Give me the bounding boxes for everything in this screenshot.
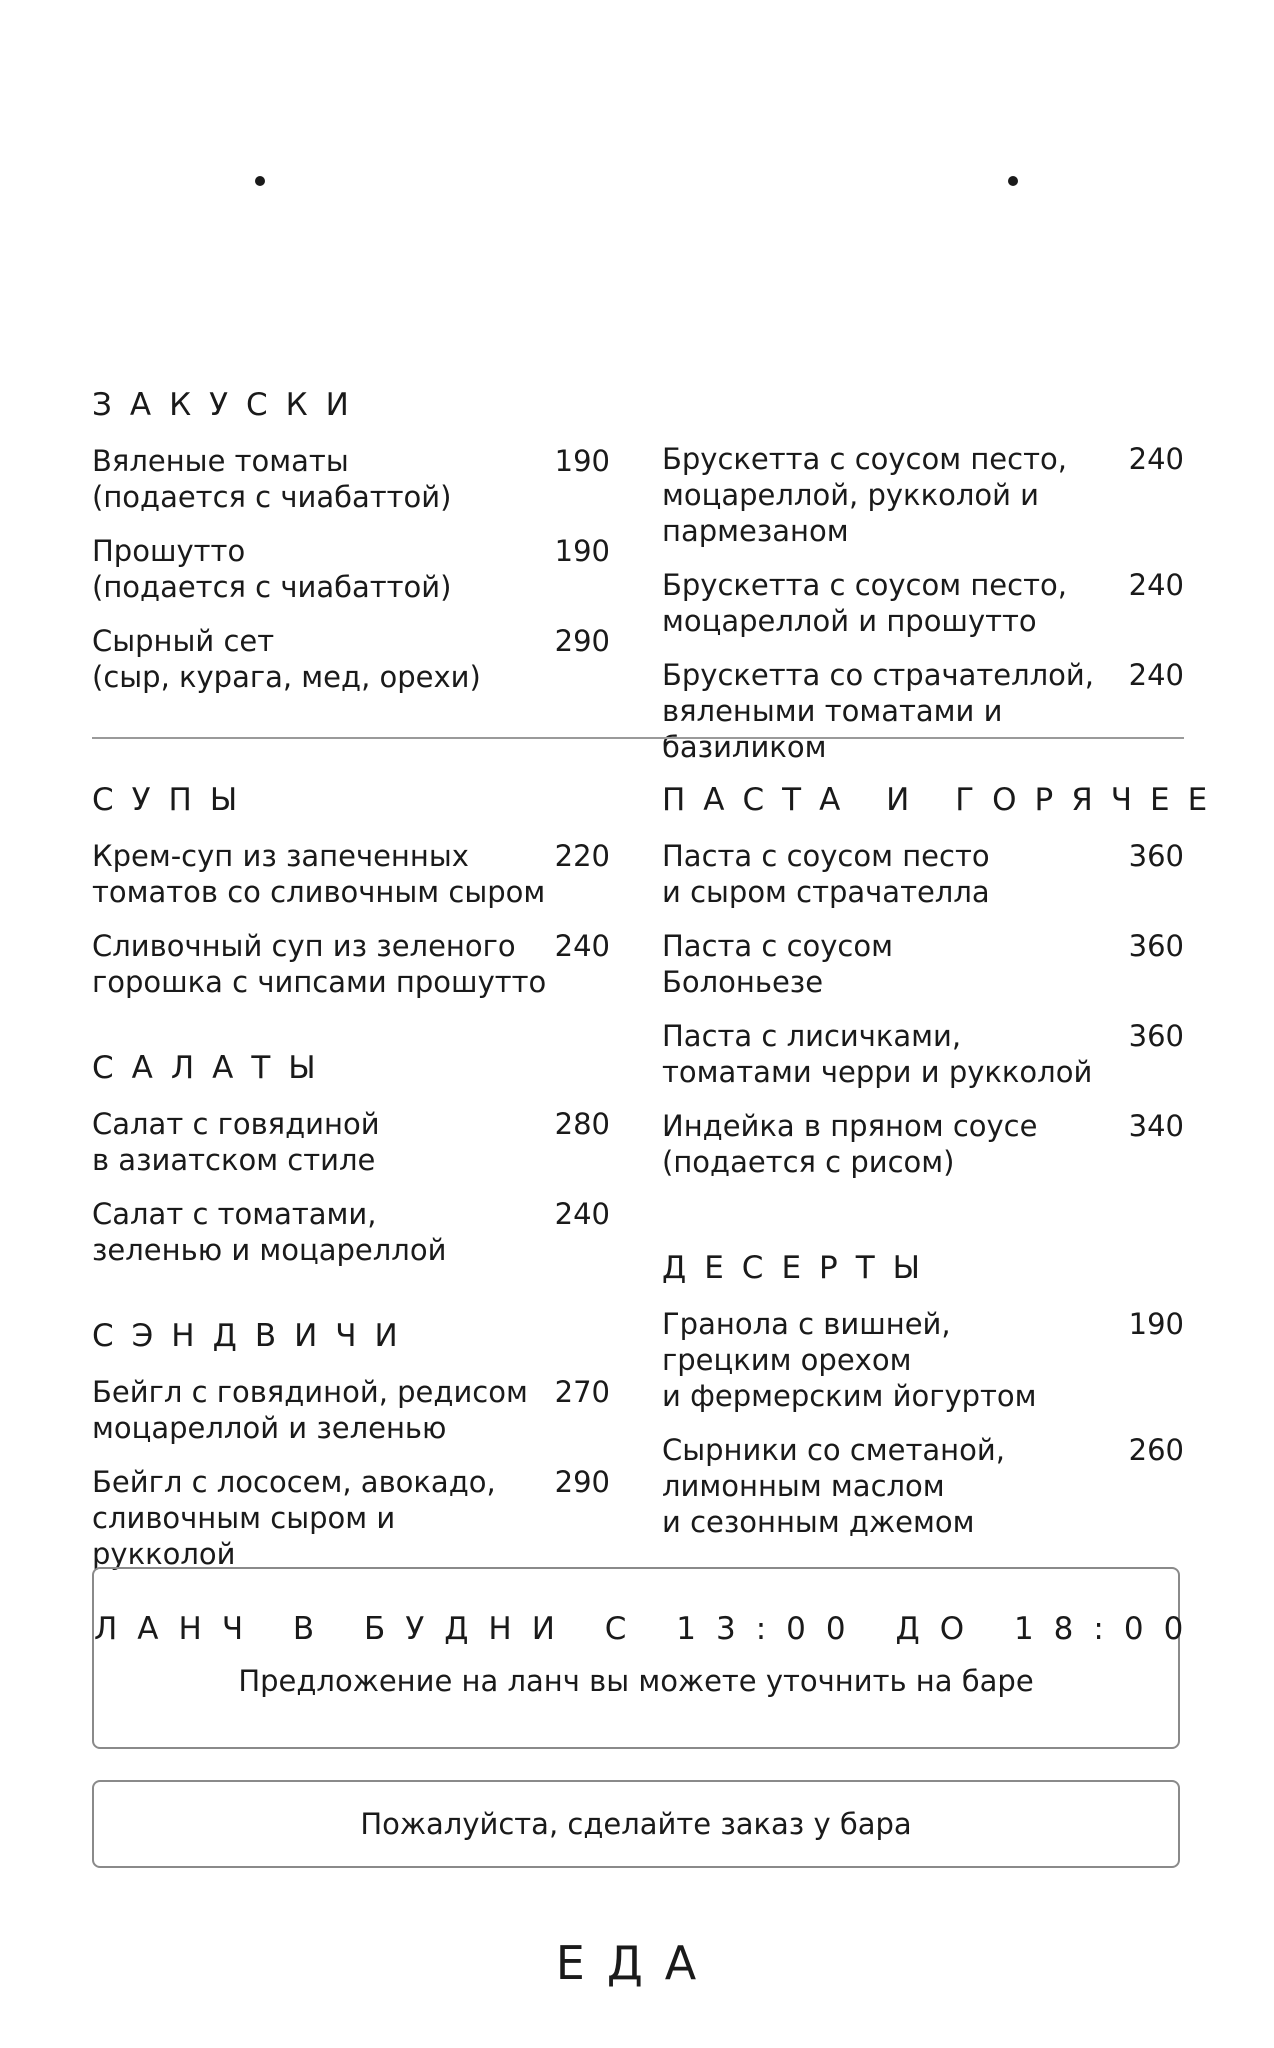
menu-item: [662, 1432, 1184, 1540]
menu-item: [92, 533, 610, 605]
section-supy: [92, 780, 610, 1018]
menu-item-price: 220: [554, 839, 610, 873]
menu-item-price: 190: [554, 534, 610, 568]
menu-item: [662, 1108, 1184, 1180]
section-pasta: [662, 780, 1226, 1198]
section-title-pasta: ПАСТА И ГОРЯЧЕЕ: [662, 782, 1226, 818]
menu-item: [92, 1374, 610, 1446]
menu-item-name: Индейка в пряном соусе (подается с рисом): [662, 1109, 1038, 1179]
menu-item-price: 360: [1128, 839, 1184, 873]
lunch-title: ЛАНЧ В БУДНИ С 13:00 ДО 18:00: [94, 1611, 1204, 1647]
menu-item-price: 240: [554, 929, 610, 963]
menu-item-name: Бейгл с говядиной, редисом моцареллой и зеленью: [92, 1375, 528, 1445]
section-divider: [92, 737, 1184, 739]
menu-item-price: 270: [554, 1375, 610, 1409]
menu-item-name: Бейгл с лососем, авокадо, сливочным сыром и рукколой: [92, 1465, 496, 1571]
menu-item-name: Сырники со сметаной, лимонным маслом и сезонным джемом: [662, 1433, 1005, 1539]
menu-item: [662, 441, 1184, 549]
lunch-note: Предложение на ланч вы можете уточнить на баре: [238, 1664, 1034, 1698]
menu-item-price: 240: [1128, 442, 1184, 476]
menu-item: [662, 838, 1184, 910]
decorative-dot-right: [1008, 176, 1018, 186]
order-note-box: [92, 1780, 1180, 1868]
menu-item-name: Гранола с вишней, грецким орехом и фермерским йогуртом: [662, 1307, 1037, 1413]
menu-item-name: Брускетта со страчателлой, вялеными томатами и базиликом: [662, 658, 1094, 764]
menu-item-name: Сырный сет (сыр, курага, мед, орехи): [92, 624, 481, 694]
section-title-supy: СУПЫ: [92, 782, 256, 818]
menu-item-price: 360: [1128, 929, 1184, 963]
menu-item: [92, 443, 610, 515]
section-sendvichi: [92, 1316, 610, 1590]
section-title-sendvichi: СЭНДВИЧИ: [92, 1318, 416, 1354]
menu-item: [662, 657, 1184, 765]
menu-item-price: 280: [554, 1107, 610, 1141]
menu-item-price: 360: [1128, 1019, 1184, 1053]
menu-item: [662, 1018, 1184, 1090]
menu-item: [662, 1306, 1184, 1414]
menu-item: [92, 838, 610, 910]
menu-item-price: 340: [1128, 1109, 1184, 1143]
lunch-info-box: [92, 1567, 1204, 1749]
menu-item-price: 190: [1128, 1307, 1184, 1341]
menu-item-name: Прошутто (подается с чиабаттой): [92, 534, 452, 604]
menu-item-name: Салат с томатами, зеленью и моцареллой: [92, 1197, 447, 1267]
menu-item-price: 240: [554, 1197, 610, 1231]
menu-item-price: 240: [1128, 658, 1184, 692]
menu-item: [92, 928, 610, 1000]
page-title: ЕДА: [555, 1936, 719, 1990]
menu-item-name: Брускетта с соусом песто, моцареллой и прошутто: [662, 568, 1067, 638]
section-zakuski-right: [662, 441, 1184, 783]
menu-item-name: Паста с соусом Болоньезе: [662, 929, 893, 999]
menu-item-name: Сливочный суп из зеленого горошка с чипсами прошутто: [92, 929, 547, 999]
menu-item-price: 260: [1128, 1433, 1184, 1467]
section-title-salaty: САЛАТЫ: [92, 1050, 334, 1086]
menu-item-name: Паста с лисичками, томатами черри и рукколой: [662, 1019, 1093, 1089]
menu-item: [662, 567, 1184, 639]
menu-item: [92, 1106, 610, 1178]
menu-item-name: Вяленые томаты (подается с чиабаттой): [92, 444, 452, 514]
section-deserty: [662, 1248, 1184, 1558]
menu-item-price: 190: [554, 444, 610, 478]
menu-item-name: Паста с соусом песто и сыром страчателла: [662, 839, 990, 909]
menu-item: [92, 623, 610, 695]
menu-item: [662, 928, 1184, 1000]
menu-item: [92, 1464, 610, 1572]
menu-item-price: 290: [554, 624, 610, 658]
section-zakuski: [92, 385, 610, 713]
order-note: Пожалуйста, сделайте заказ у бара: [360, 1807, 912, 1841]
menu-item-name: Салат с говядиной в азиатском стиле: [92, 1107, 380, 1177]
menu-item-name: Брускетта с соусом песто, моцареллой, рукколой и пармезаном: [662, 442, 1067, 548]
menu-item-price: 290: [554, 1465, 610, 1499]
section-title-deserty: ДЕСЕРТЫ: [662, 1250, 939, 1286]
decorative-dot-left: [255, 176, 265, 186]
section-salaty: [92, 1048, 610, 1286]
menu-item: [92, 1196, 610, 1268]
section-title-zakuski: ЗАКУСКИ: [92, 387, 367, 423]
menu-item-name: Крем-суп из запеченных томатов со сливочным сыром: [92, 839, 546, 909]
menu-item-price: 240: [1128, 568, 1184, 602]
